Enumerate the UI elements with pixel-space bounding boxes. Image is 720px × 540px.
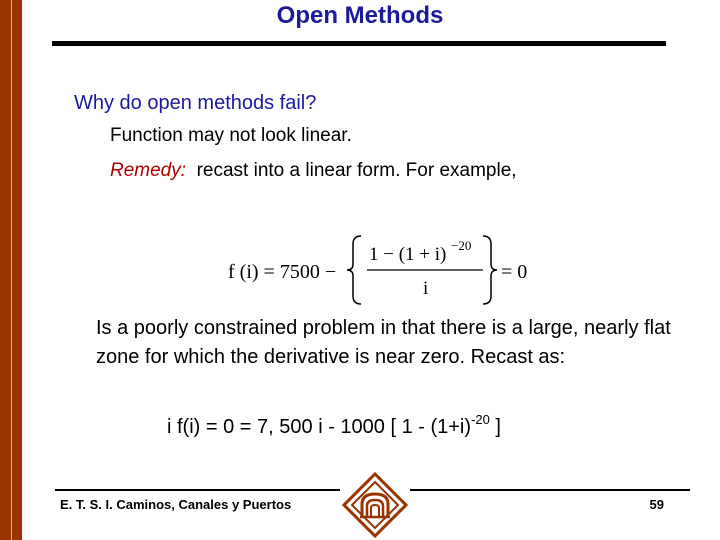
recast-main: i f(i) = 0 = 7, 500 i - 1000 [ 1 - (1+i) bbox=[167, 416, 472, 438]
bullet-remedy bbox=[110, 160, 517, 182]
right-brace bbox=[483, 236, 497, 304]
equation-numerator: 1 − (1 + i) bbox=[369, 244, 447, 265]
explanation-paragraph: Is a poorly constrained problem in that there is a large, nearly flat zone for which the derivative is near zero. Recast as: bbox=[96, 317, 671, 368]
remedy-text: recast into a linear form. For example, bbox=[196, 160, 517, 181]
footer-institution: E. T. S. I. Caminos, Canales y Puertos bbox=[60, 497, 292, 512]
recast-close: ] bbox=[489, 416, 501, 438]
equation-lhs: f (i) = 7500 − bbox=[228, 261, 337, 283]
slide-title: Open Methods bbox=[276, 2, 444, 29]
title-underline bbox=[52, 41, 666, 46]
left-bar-stripe bbox=[11, 0, 12, 540]
slide-heading: Why do open methods fail? bbox=[74, 92, 317, 114]
equation-denominator: i bbox=[423, 278, 429, 299]
recast-equation bbox=[167, 412, 501, 439]
equation bbox=[225, 230, 545, 310]
page-number: 59 bbox=[649, 497, 664, 512]
remedy-label: Remedy: bbox=[110, 160, 187, 181]
institution-logo bbox=[340, 470, 410, 540]
equation-exponent: −20 bbox=[451, 238, 472, 253]
left-brace bbox=[347, 236, 361, 304]
left-decorative-bar bbox=[0, 0, 22, 540]
footer-rule-left bbox=[55, 489, 340, 491]
equation-rhs: = 0 bbox=[501, 261, 528, 283]
footer-rule-right bbox=[410, 489, 690, 491]
recast-exponent: -20 bbox=[471, 412, 490, 427]
bullet-function-not-linear: Function may not look linear. bbox=[110, 125, 352, 146]
